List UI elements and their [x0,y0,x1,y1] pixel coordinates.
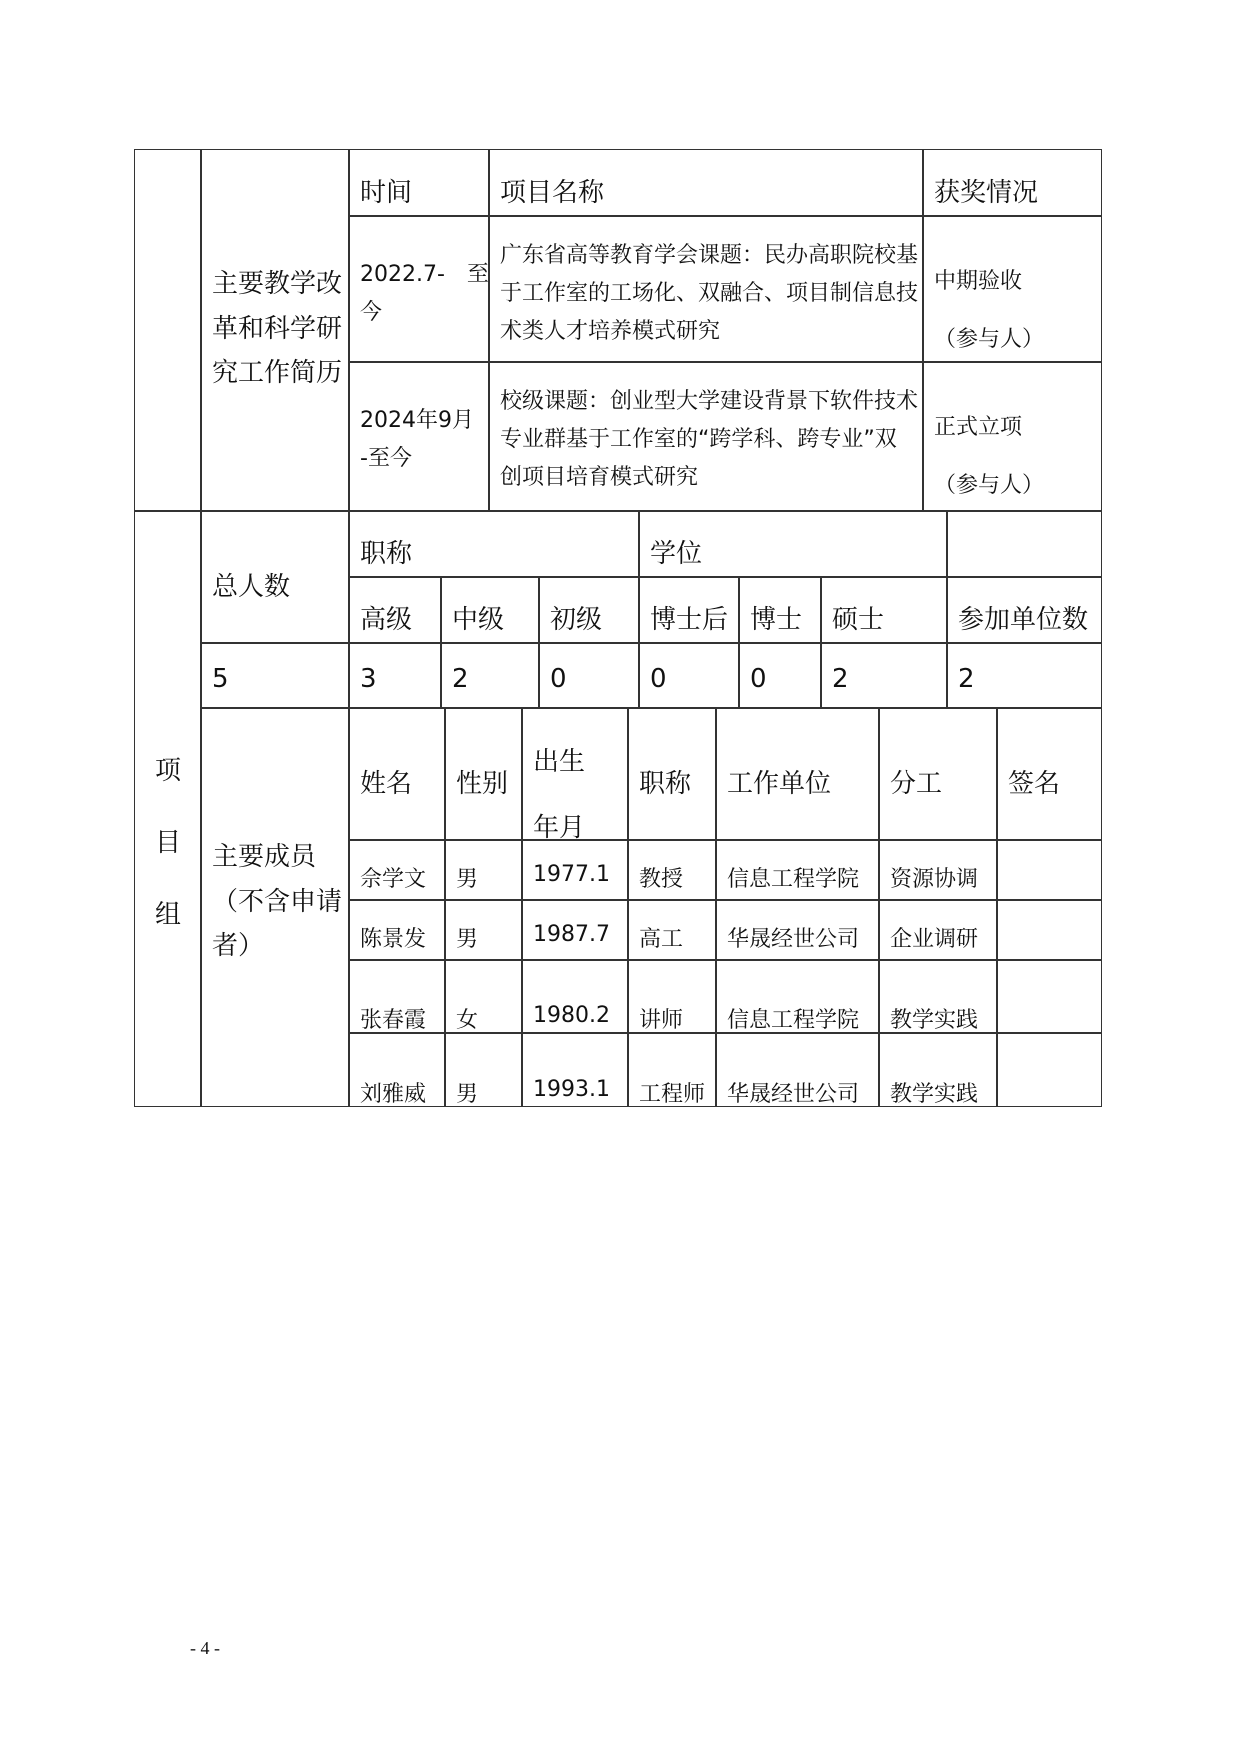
member-title: 教授 [639,867,684,892]
role-header: 分工 [890,769,943,799]
col-units: 参加单位数 [958,605,1089,635]
val-postdoc: 0 [650,664,667,694]
member-unit: 信息工程学院 [727,867,860,892]
members-label: 主要成员 （不含申请 者） [212,842,343,962]
name-header: 姓名 [360,769,413,799]
member-role: 企业调研 [890,927,979,952]
member-unit: 华晟经世公司 [727,1082,860,1107]
group-label: 项 目 组 [155,756,182,930]
degree-label: 学位 [650,539,703,569]
signature-cell[interactable] [996,899,1102,961]
member-title-header: 职称 [639,769,692,799]
row2-project: 校级课题：创业型大学建设背景下软件技术 专业群基于工作室的“跨学科、跨专业”双 创项目培育模式研究 [500,389,919,490]
val-junior: 0 [550,664,567,694]
member-role: 教学实践 [890,1008,979,1033]
unit-header: 工作单位 [727,769,832,799]
member-title: 讲师 [639,1008,684,1033]
member-gender: 男 [456,1082,479,1107]
val-master: 2 [832,664,849,694]
col-doctor: 博士 [750,605,803,635]
val-middle: 2 [452,664,469,694]
member-unit: 华晟经世公司 [727,927,860,952]
time-header: 时间 [360,178,413,208]
research-left-cell [134,149,202,512]
member-name: 刘雅威 [360,1082,427,1107]
page-number: - 4 - [190,1638,220,1658]
member-gender: 男 [456,927,479,952]
member-birth: 1980.2 [533,1003,610,1028]
col-postdoc: 博士后 [650,605,729,635]
member-birth: 1977.1 [533,862,610,887]
val-units: 2 [958,664,975,694]
val-total: 5 [212,664,229,694]
col-senior: 高级 [360,605,413,635]
row1-time: 2022.7- 至 今 [360,262,489,325]
member-gender: 男 [456,867,479,892]
col-middle: 中级 [452,605,505,635]
signature-cell[interactable] [996,839,1102,901]
total-label: 总人数 [212,572,291,602]
birth-header: 出生 年月 [533,747,586,843]
member-role: 资源协调 [890,867,979,892]
member-role: 教学实践 [890,1082,979,1107]
member-birth: 1987.7 [533,922,610,947]
member-name: 陈景发 [360,927,427,952]
sign-header: 签名 [1008,769,1061,799]
gender-header: 性别 [456,769,509,799]
val-senior: 3 [360,664,377,694]
member-birth: 1993.1 [533,1077,610,1102]
val-doctor: 0 [750,664,767,694]
member-unit: 信息工程学院 [727,1008,860,1033]
member-gender: 女 [456,1008,479,1033]
member-title: 高工 [639,927,684,952]
project-header: 项目名称 [500,178,605,208]
member-name: 佘学文 [360,867,427,892]
member-title: 工程师 [639,1082,706,1107]
col-junior: 初级 [550,605,603,635]
award-header: 获奖情况 [934,178,1039,208]
row1-award: 中期验收 （参与人） [934,269,1045,352]
row2-time: 2024年9月 -至今 [360,408,474,471]
signature-cell[interactable] [996,959,1102,1034]
blank-header-cell [946,510,1102,578]
member-name: 张春霞 [360,1008,427,1033]
col-master: 硕士 [832,605,885,635]
row1-project: 广东省高等教育学会课题：民办高职院校基 于工作室的工场化、双融合、项目制信息技 术类人才培养模式研究 [500,243,919,344]
research-label: 主要教学改 革和科学研 究工作简历 [212,269,343,389]
row2-award: 正式立项 （参与人） [934,415,1045,498]
signature-cell[interactable] [996,1032,1102,1107]
title-label: 职称 [360,539,413,569]
